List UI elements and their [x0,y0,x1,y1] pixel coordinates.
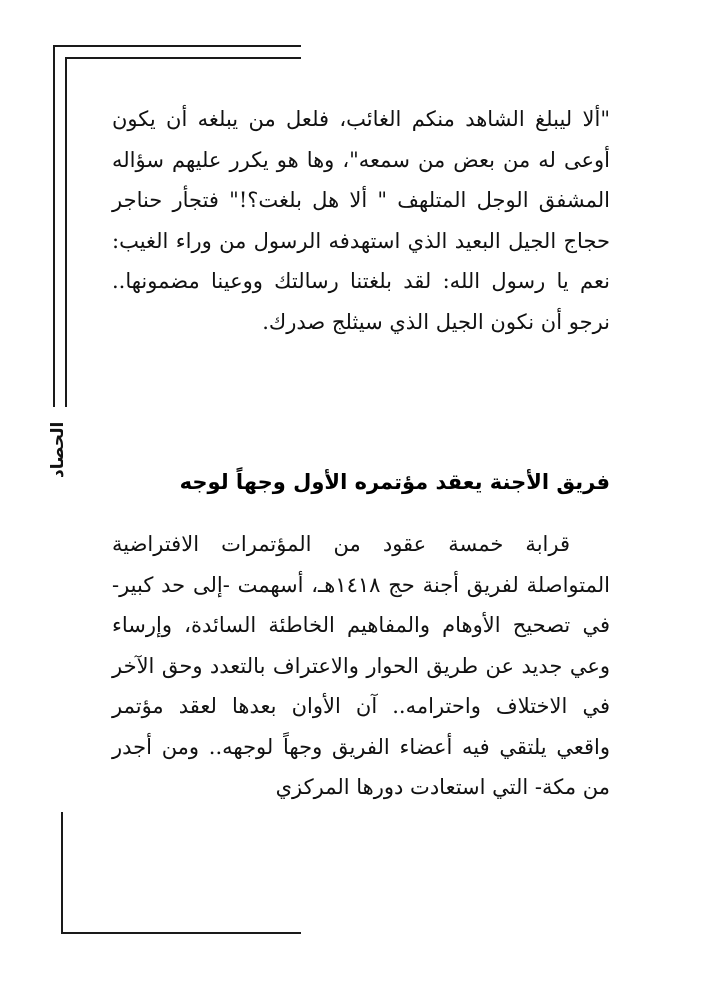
frame-top-inner [65,57,301,59]
paragraph-body: قرابة خمسة عقود من المؤتمرات الافتراضية المتواصلة لفريق أجنة حج ١٤١٨هـ، أسهمت -إلى حد كبير-في تصحيح الأوهام والمفاهيم الخاطئة السائدة، وإرساء وعي جديد عن طريق الحوار والاعتراف بالتعدد وحق الآخر في الاختلاف واحترامه.. آن الأوان بعدها لعقد مؤتمر واقعي يلتقي فيه أعضاء الفريق وجهاً لوجهه.. ومن أجدر من مكة- التي استعادت دورها المركزي [112,532,610,799]
frame-bottom-left-vertical [61,812,63,934]
section-side-label: الحصاد [48,421,68,479]
paragraph-intro: "ألا ليبلغ الشاهد منكم الغائب، فلعل من يبلغه أن يكون أوعى له من بعض من سمعه"، وها هو يكرر عليهم سؤاله المشفق الوجل المتلهف " ألا هل بلغت؟!" فتجأر حناجر حجاج الجيل البعيد الذي استهدفه الرسول من وراء الغيب: نعم يا رسول الله: لقد بلغتنا رسالتك ووعينا مضمونها.. نرجو أن نكون الجيل الذي سيثلج صدرك. [112,107,610,334]
frame-left-inner [65,57,67,407]
frame-top-outer [53,45,301,47]
frame-bottom-horizontal [61,932,301,934]
section-heading: فريق الأجنة يعقد مؤتمره الأول وجهاً لوجه [179,470,610,494]
frame-left-outer [53,45,55,407]
